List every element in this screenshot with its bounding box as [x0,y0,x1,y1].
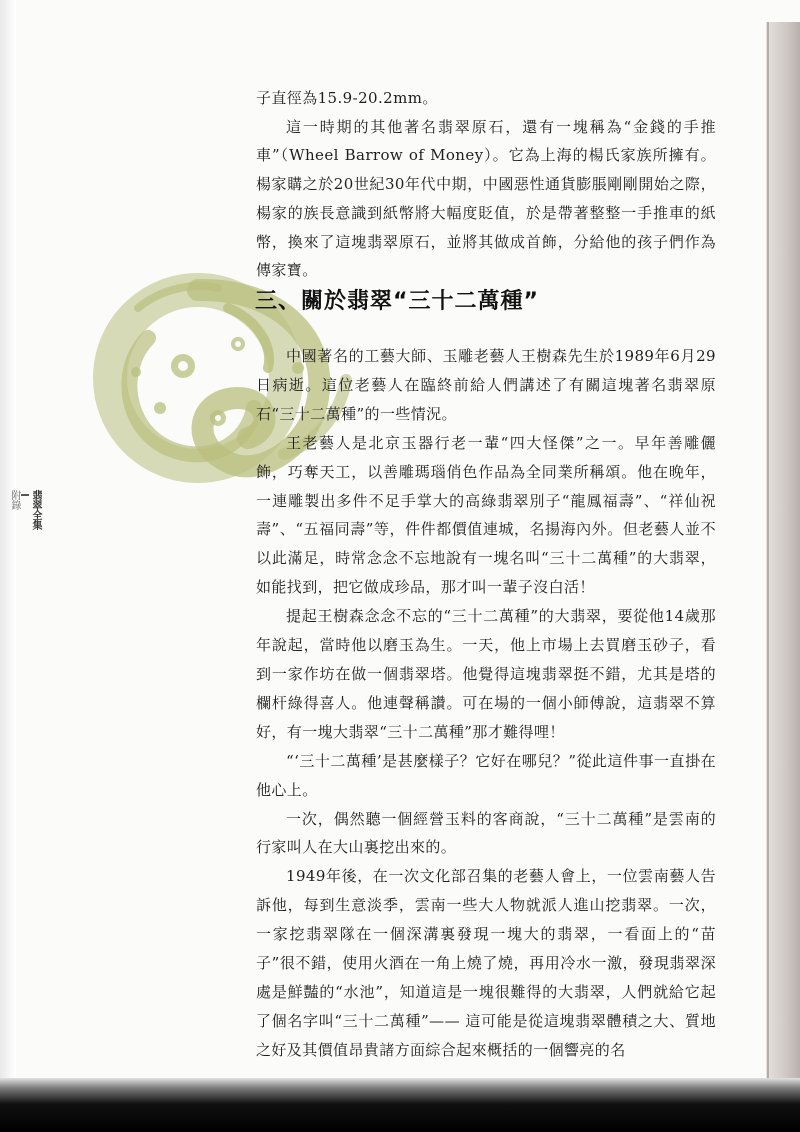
paragraph: 子直徑為15.9-20.2mm。 [256,89,438,107]
paragraph: 中國著名的工藝大師、玉雕老藝人王樹森先生於1989年6月29日病逝。這位老藝人在臨終前給人們講述了有關這塊著名翡翠原石“三十二萬種”的一些情況。 [256,347,716,423]
book-spine-edge [766,22,800,1082]
paragraph: 王老藝人是北京玉器行老一輩“四大怪傑”之一。早年善雕儷飾，巧奪天工，以善雕瑪瑙俏色作品為全同業所稱頌。他在晚年，一連雕製出多件不足手掌大的高綠翡翠別子“龍鳳福壽”、“祥仙祝壽”、“五福同壽”等，件件都價值連城，名揚海內外。但老藝人並不以此滿足，時常念念不忘地說有一塊名叫“三十二萬種”的大翡翠，如能找到，把它做成珍品，那才叫一輩子沒白活！ [256,433,716,597]
paragraph: “‘三十二萬種’是甚麼樣子？它好在哪兒？”從此這件事一直掛在他心上。 [256,751,716,799]
scan-bottom-shadow [0,1078,800,1132]
paragraph: 1949年後，在一次文化部召集的老藝人會上，一位雲南藝人告訴他，每到生意淡季，雲南一些大人物就派人進山挖翡翠。一次，一家挖翡翠隊在一個深溝裏發現一塊大的翡翠，一看面上的“苗子”很不錯，使用火酒在一角上燒了燒，再用冷水一激，發現翡翠深處是鮮豔的“水池”，知道這是一塊很難得的大翡翠，人們就給它起了個名字叫“三十二萬種”—— 這可能是從這塊翡翠體積之大、質地之好及其價值昂貴諸方面綜合起來概括的一個響亮的名 [256,867,716,1059]
paragraph: 這一時期的其他著名翡翠原石，還有一塊稱為“金錢的手推車”（Wheel Barrow of Money）。它為上海的楊氏家族所擁有。楊家購之於20世紀30年代中期，中國惡性通貨膨脹剛剛開始之際，楊家的族長意識到紙幣將大幅度貶值，於是帶著整整一手推車的紙幣，換來了這塊翡翠原石，並將其做成首飾，分給他的孩子們作為傳家寶。 [256,117,716,280]
spine-line [767,22,769,1082]
paragraph: 一次，偶然聽一個經營玉料的客商說，“三十二萬種”是雲南的行家叫人在大山裏挖出來的。 [256,809,716,857]
body-text-bottom [256,342,716,1065]
side-tab-section: 附錄 [9,490,20,510]
side-tab-divider [21,494,29,496]
paragraph: 提起王樹森念念不忘的“三十二萬種”的大翡翠，要從他14歲那年說起，當時他以磨玉為生。一天，他上市場上去買磨玉砂子，看到一家作坊在做一個翡翠塔。他覺得這塊翡翠挺不錯，尤其是塔的欄杆綠得喜人。他連聲稱讚。可在場的一個小師傅說，這翡翠不算好，有一塊大翡翠“三十二萬種”那才難得哩！ [256,607,716,741]
side-tab-book-title: 翡翠全集 [30,490,41,530]
body-text-top [256,84,716,285]
section-heading: 三、關於翡翠“三十二萬種” [255,289,539,314]
side-tab [9,490,42,530]
page-left-edge [0,0,16,1132]
